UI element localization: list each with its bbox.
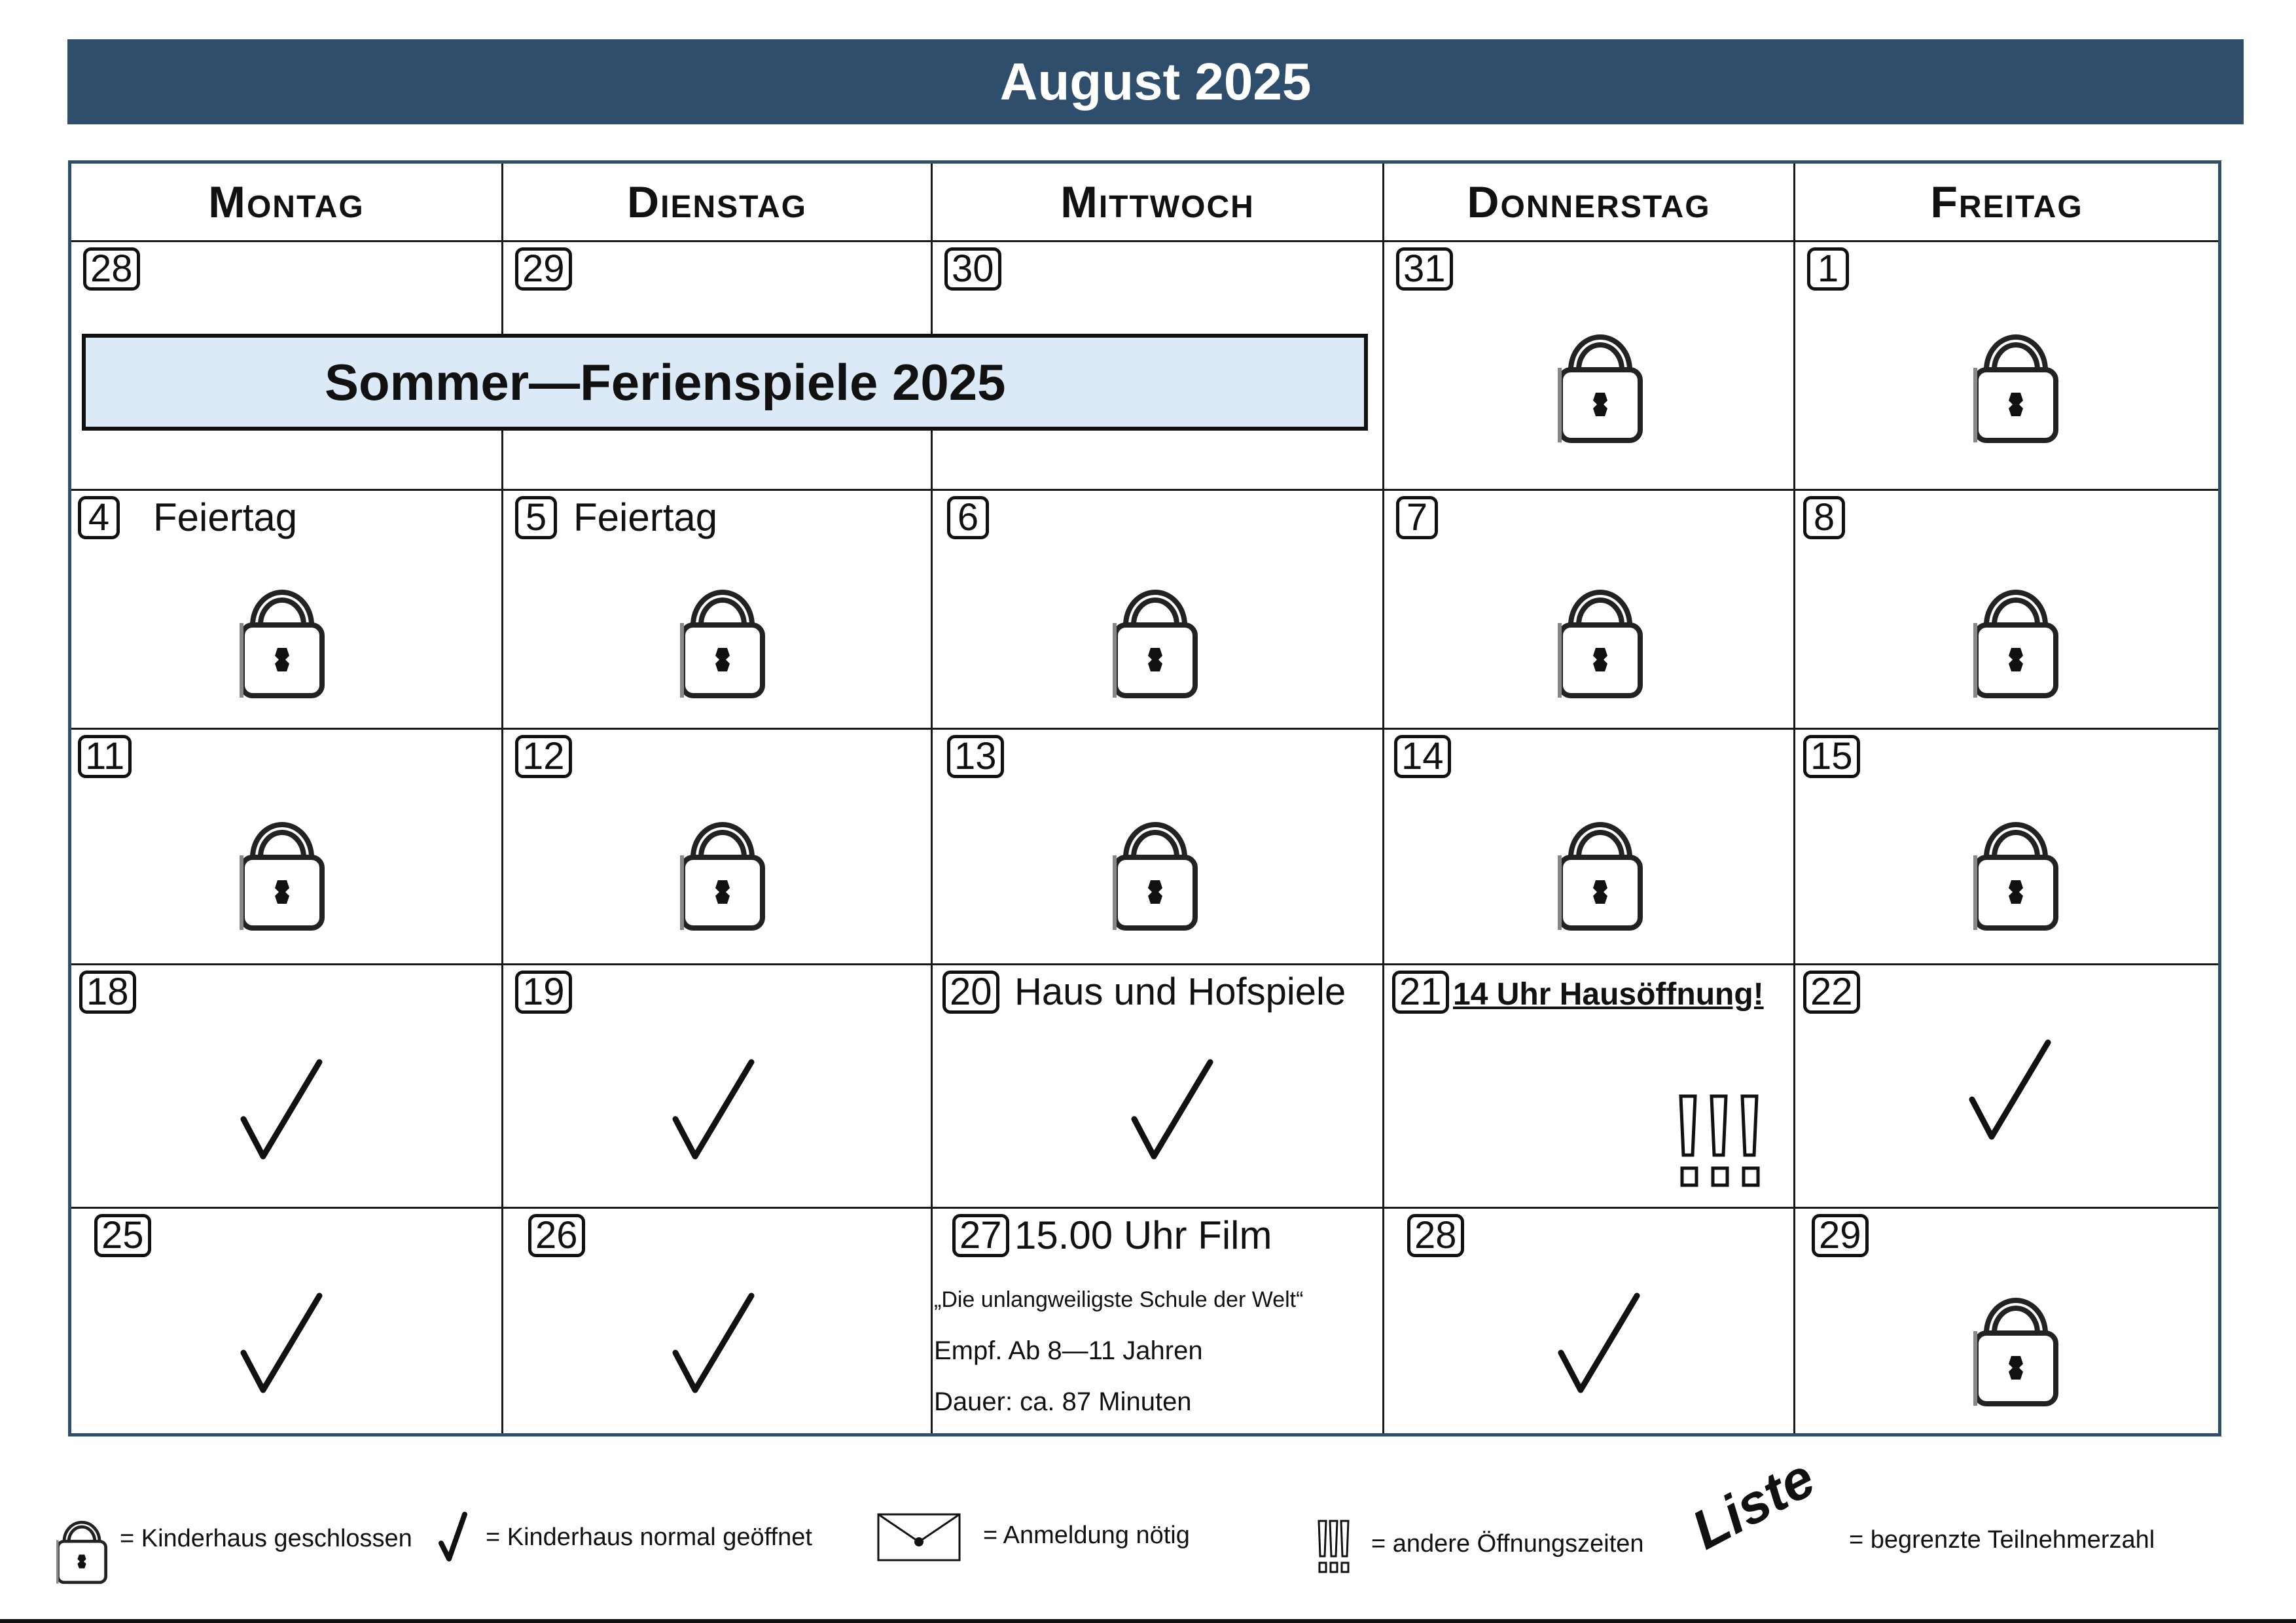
day-cell (1384, 242, 1795, 491)
day-number: 27 (952, 1214, 1009, 1257)
day-cell (71, 491, 503, 730)
lock-icon (1967, 563, 2065, 700)
weekday-header-monday: Montag (71, 164, 503, 242)
legend-exclamation-icon (1317, 1518, 1351, 1576)
lock-icon (1551, 308, 1649, 445)
day-number: 4 (78, 496, 120, 539)
lock-icon (1551, 795, 1649, 933)
day-number: 19 (515, 971, 572, 1014)
day-cell (1795, 491, 2218, 730)
day-number: 11 (78, 735, 132, 778)
legend-open-label: = Kinderhaus normal geöffnet (486, 1524, 812, 1551)
day-number: 5 (515, 496, 557, 539)
lock-icon (673, 563, 772, 700)
day-cell (71, 730, 503, 965)
legend-checkmark-icon (437, 1510, 469, 1563)
day-cell (933, 1209, 1384, 1433)
day-number: 30 (944, 247, 1001, 291)
lock-icon (233, 795, 331, 933)
day-cell (1795, 730, 2218, 965)
day-number: 14 (1394, 735, 1451, 778)
checkmark-icon (670, 1291, 755, 1395)
day-note: 14 Uhr Hausöffnung! (1453, 977, 1764, 1012)
summer-program-banner (82, 334, 1368, 431)
title-bar (67, 39, 2244, 124)
legend-other-hours-label: = andere Öffnungszeiten (1371, 1530, 1644, 1558)
exclamation-icon (1676, 1090, 1764, 1194)
day-number: 29 (1812, 1214, 1869, 1257)
weekday-header-tuesday: Dienstag (503, 164, 933, 242)
day-cell (503, 730, 933, 965)
day-cell (71, 965, 503, 1209)
day-number: 1 (1807, 247, 1849, 291)
day-number: 21 (1392, 971, 1449, 1014)
day-number: 13 (947, 735, 1004, 778)
lock-icon (1106, 795, 1204, 933)
banner-text: Sommer—Ferienspiele 2025 (325, 353, 1006, 411)
lock-icon (1551, 563, 1649, 700)
day-number: 15 (1803, 735, 1860, 778)
legend-limited-label: = begrenzte Teilnehmerzahl (1849, 1526, 2155, 1554)
day-cell (1384, 730, 1795, 965)
lock-icon (233, 563, 331, 700)
lock-icon (1967, 308, 2065, 445)
day-number: 31 (1396, 247, 1453, 291)
day-number: 29 (515, 247, 572, 291)
lock-icon (1106, 563, 1204, 700)
day-number: 8 (1803, 496, 1845, 539)
checkmark-icon (238, 1057, 323, 1162)
bottom-border (0, 1619, 2296, 1623)
day-number: 26 (528, 1214, 585, 1257)
legend-closed-label: = Kinderhaus geschlossen (120, 1525, 412, 1552)
day-number: 25 (94, 1214, 151, 1257)
day-cell (1384, 965, 1795, 1209)
day-number: 7 (1396, 496, 1438, 539)
day-number: 6 (947, 496, 989, 539)
lock-icon (1967, 1271, 2065, 1408)
calendar-title: August 2025 (999, 52, 1312, 111)
day-note: 15.00 Uhr Film (1014, 1213, 1272, 1257)
checkmark-icon (1967, 1037, 2052, 1142)
day-cell (1795, 242, 2218, 491)
day-cell (1384, 1209, 1795, 1433)
movie-duration: Dauer: ca. 87 Minuten (934, 1387, 1192, 1416)
checkmark-icon (1556, 1291, 1641, 1395)
day-cell (1795, 965, 2218, 1209)
day-number: 18 (79, 971, 136, 1014)
day-note: Feiertag (573, 495, 718, 539)
legend-lock-icon (52, 1505, 111, 1585)
day-note: Haus und Hofspiele (1014, 971, 1346, 1013)
checkmark-icon (670, 1057, 755, 1162)
legend-registration-label: = Anmeldung nötig (983, 1522, 1190, 1549)
lock-icon (673, 795, 772, 933)
weekday-header-wednesday: Mittwoch (933, 164, 1384, 242)
day-cell (503, 965, 933, 1209)
movie-title: „Die unlangweiligste Schule der Welt“ (934, 1287, 1304, 1312)
day-number: 28 (83, 247, 140, 291)
weekday-header-friday: Freitag (1795, 164, 2218, 242)
day-cell (71, 1209, 503, 1433)
checkmark-icon (1129, 1057, 1214, 1162)
day-cell (1384, 491, 1795, 730)
day-cell (933, 965, 1384, 1209)
day-number: 20 (942, 971, 999, 1014)
lock-icon (1967, 795, 2065, 933)
day-number: 28 (1407, 1214, 1464, 1257)
day-cell (503, 491, 933, 730)
day-note: Feiertag (153, 495, 298, 539)
day-cell (503, 1209, 933, 1433)
day-number: 12 (515, 735, 572, 778)
day-cell (933, 491, 1384, 730)
weekday-header-thursday: Donnerstag (1384, 164, 1795, 242)
day-number: 22 (1803, 971, 1860, 1014)
envelope-icon (877, 1513, 961, 1561)
checkmark-icon (238, 1291, 323, 1395)
day-cell (933, 730, 1384, 965)
movie-details (934, 1274, 1303, 1427)
liste-icon: Liste (1681, 1446, 1825, 1561)
day-cell (1795, 1209, 2218, 1433)
movie-age: Empf. Ab 8—11 Jahren (934, 1336, 1203, 1365)
